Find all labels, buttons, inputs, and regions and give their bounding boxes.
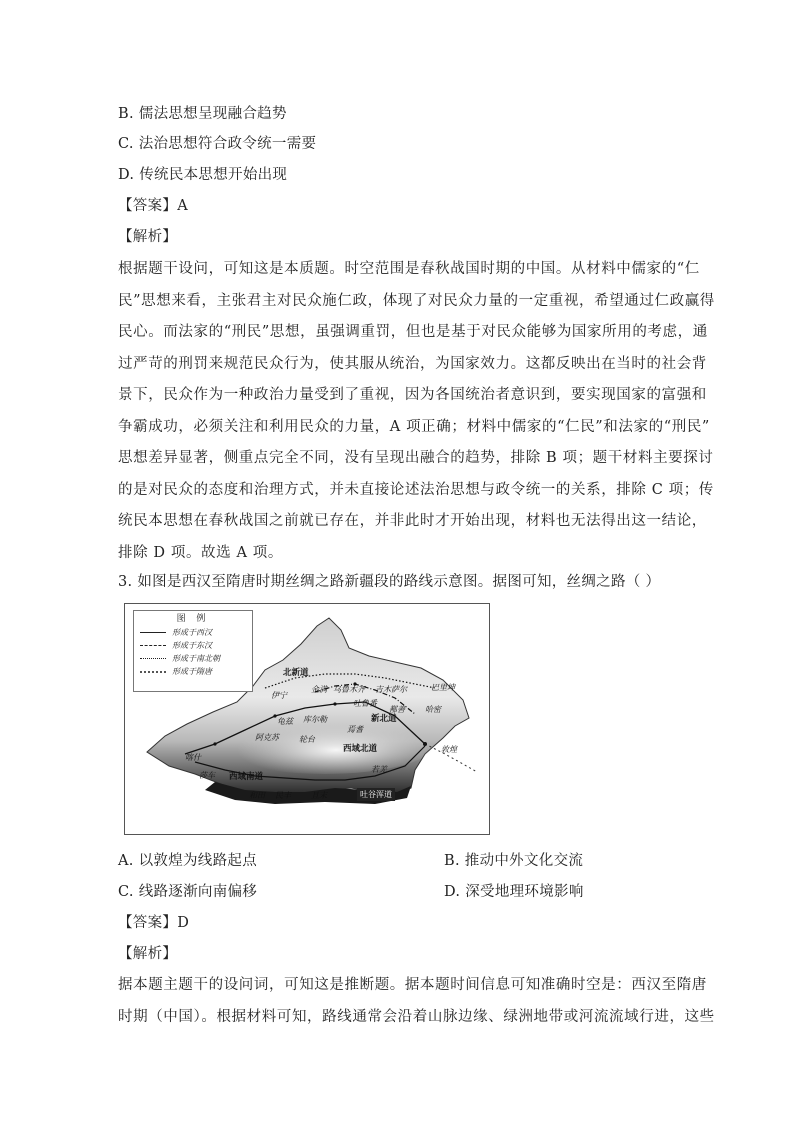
option-3d: D. 深受地理环境影响 (444, 884, 584, 900)
analysis-line: 据本题主题干的设问词，可知这是推断题。据本题时间信息可知准确时空是：西汉至隋唐 (118, 977, 707, 993)
answer-3-label: 【答案】D (118, 915, 190, 931)
option-3a: A. 以敦煌为线路起点 (118, 853, 257, 869)
label-jinman: 金满 (311, 685, 327, 694)
analysis-line: 争霸成功，必须关注和利用民众的力量，A 项正确；材料中儒家的“仁民”和法家的“刑民” (118, 418, 710, 435)
label-yutian: 于阗 (243, 807, 259, 816)
analysis-line: 根据题干设问，可知这是本质题。时空范围是春秋战国时期的中国。从材料中儒家的“仁 (118, 261, 700, 277)
label-guzi: 龟兹 (277, 717, 293, 726)
analysis-3-paragraph (118, 970, 715, 1033)
legend-item: 形成于东汉 (134, 639, 252, 652)
label-shache: 莎车 (199, 771, 215, 780)
option-b: B. 儒法思想呈现融合趋势 (118, 106, 287, 122)
analysis-line: 民”思想来看，主张君主对民众施仁政，体现了对民众力量的一定重视，希望通过仁政赢得 (118, 292, 715, 309)
legend-item: 形成于隋唐 (134, 665, 252, 678)
label-balikun: 巴里坤 (431, 683, 455, 692)
legend-title: 图 例 (176, 614, 210, 624)
label-shanshan: 鄯善 (389, 705, 405, 714)
map-legend (133, 610, 253, 692)
label-minfeng: 民丰 (275, 791, 291, 800)
legend-item: 形成于西汉 (134, 626, 252, 639)
analysis-label: 【解析】 (118, 229, 178, 245)
label-xiyubeidao: 西域北道 (343, 744, 378, 754)
analysis-line: 排除 D 项。故选 A 项。 (118, 544, 283, 561)
analysis-line: 统民本思想在春秋战国之前就已存在，并非此时才开始出现，材料也无法得出这一结论， (118, 513, 707, 529)
option-d: D. 传统民本思想开始出现 (118, 167, 288, 183)
analysis-line: 过严苛的刑罚来规范民众行为，使其服从统治，为国家效力。这都反映出在当时的社会背 (118, 355, 707, 372)
label-luntai: 轮台 (299, 735, 315, 744)
analysis-3-label: 【解析】 (118, 946, 178, 962)
analysis-line: 思想差异显著，侧重点完全不同，没有呈现出融合的趋势，排除 B 项；题干材料主要探讨 (118, 450, 714, 466)
analysis-line: 的是对民众的态度和治理方式，并未直接论述法治思想与政令统一的关系，排除 C 项；传 (118, 481, 714, 498)
option-3b: B. 推动中外文化交流 (444, 853, 584, 869)
label-akesu: 阿克苏 (255, 733, 279, 742)
label-hetian: 和田 (249, 791, 265, 800)
analysis-paragraph (118, 254, 715, 569)
label-beixindao: 北新道 (283, 668, 309, 678)
label-tulufan: 吐鲁番 (353, 699, 377, 708)
option-c: C. 法治思想符合政令统一需要 (118, 136, 317, 152)
label-yanqi: 焉耆 (347, 725, 363, 734)
label-yizhou: 伊宁 (271, 691, 287, 700)
label-wulumuqi: 乌鲁木齐 (333, 685, 365, 694)
answer-label: 【答案】A (118, 198, 188, 214)
label-hami: 哈密 (425, 705, 441, 714)
label-tuyuhun: 吐谷浑道 (357, 788, 395, 801)
label-xiyunandao: 西域南道 (229, 772, 264, 782)
label-ruoqiang: 若羌 (371, 765, 387, 774)
label-jimusaer: 吉木萨尔 (375, 685, 407, 694)
silk-road-map (124, 603, 490, 835)
label-kashi: 喀什 (185, 753, 201, 762)
analysis-line: 时期（中国）。根据材料可知，路线通常会沿着山脉边缘、绿洲地带或河流流域行进，这些 (118, 1008, 715, 1025)
label-dunhuang: 敦煌 (441, 745, 457, 754)
question-3: 3. 如图是西汉至隋唐时期丝绸之路新疆段的路线示意图。据图可知，丝绸之路（ ） (118, 574, 661, 590)
label-xinbeidao: 新北道 (371, 714, 397, 724)
label-kuerle: 库尔勒 (303, 715, 327, 724)
label-qiemo: 且末 (311, 791, 327, 800)
analysis-line: 景下，民众作为一种政治力量受到了重视，因为各国统治者意识到，要实现国家的富强和 (118, 387, 707, 403)
analysis-line: 民心。而法家的“刑民”思想，虽强调重罚，但也是基于对民众能够为国家所用的考虑，通 (118, 324, 708, 340)
option-3c: C. 线路逐渐向南偏移 (118, 884, 258, 900)
legend-item: 形成于南北朝 (134, 652, 252, 665)
